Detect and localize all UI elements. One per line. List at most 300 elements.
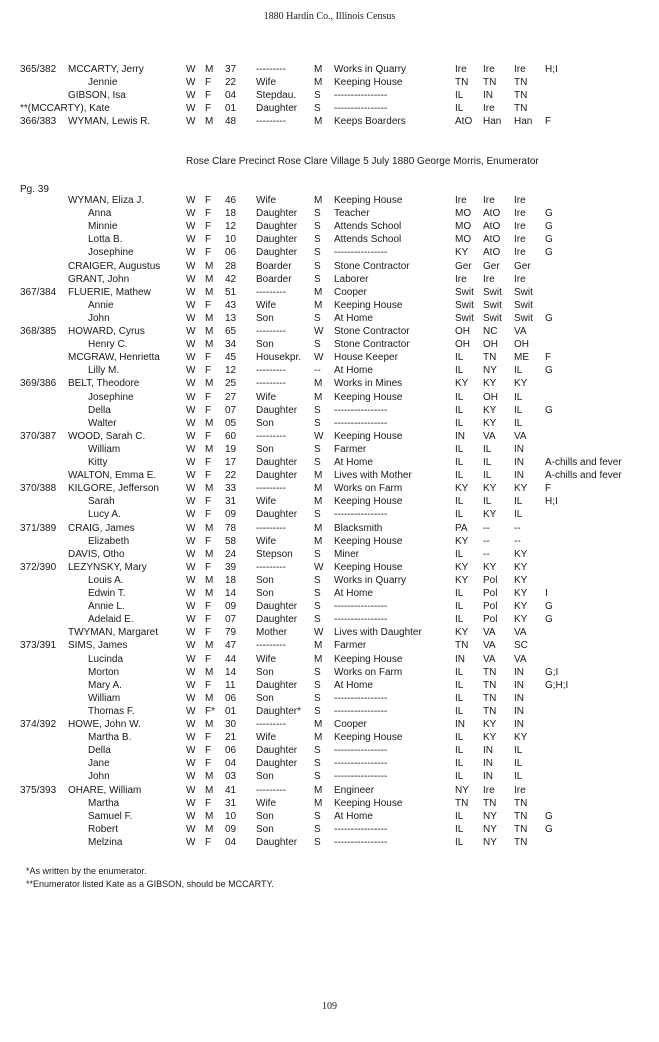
cell-name: Jennie (88, 77, 118, 89)
cell-fbp: NC (483, 326, 498, 337)
cell-sex: M (205, 588, 214, 599)
cell-fbp: VA (483, 430, 496, 442)
cell-occ: At Home (334, 365, 373, 377)
cell-occ: Blacksmith (334, 522, 383, 534)
cell-sex: F* (205, 705, 215, 717)
cell-mbp: IL (514, 417, 523, 429)
cell-mar: S (314, 548, 321, 560)
census-row (0, 76, 659, 89)
cell-occ: Cooper (334, 719, 367, 730)
cell-age: 06 (225, 247, 237, 259)
cell-mar: S (314, 614, 321, 626)
cell-race: W (186, 732, 196, 744)
cell-fbp: -- (483, 522, 490, 534)
cell-mbp: VA (514, 326, 527, 337)
cell-sex: M (205, 784, 214, 796)
cell-bp: IL (455, 614, 464, 626)
cell-name: Adelaid E. (88, 614, 134, 626)
cell-rel: --------- (256, 640, 286, 652)
cell-age: 18 (225, 208, 237, 220)
census-row (0, 731, 659, 744)
cell-mar: W (314, 326, 324, 337)
census-row (0, 535, 659, 548)
cell-race: W (186, 719, 196, 730)
cell-rel: Son (256, 692, 274, 704)
cell-sex: F (205, 430, 212, 442)
cell-mar: M (314, 719, 323, 730)
cell-fbp: TN (483, 797, 497, 809)
cell-age: 22 (225, 77, 237, 89)
cell-mar: M (314, 784, 323, 796)
cell-race: W (186, 299, 196, 311)
cell-bp: IL (455, 601, 464, 613)
cell-age: 31 (225, 797, 237, 809)
cell-race: W (186, 588, 196, 599)
cell-sex: M (205, 692, 214, 704)
cell-bp: Swit (455, 299, 474, 311)
cell-occ: Keeping House (334, 561, 403, 573)
cell-bp: Swit (455, 312, 474, 324)
cell-occ: ---------------- (334, 614, 388, 626)
cell-name: WOOD, Sarah C. (68, 430, 146, 442)
cell-name: SIMS, James (68, 640, 128, 652)
cell-age: 47 (225, 640, 237, 652)
cell-mbp: IN (514, 692, 524, 704)
cell-name: Walter (88, 417, 117, 429)
cell-mar: S (314, 208, 321, 220)
cell-mbp: TN (514, 810, 528, 822)
cell-age: 10 (225, 234, 237, 246)
cell-mar: M (314, 391, 323, 403)
cell-age: 48 (225, 116, 237, 128)
cell-bp: IL (455, 103, 464, 115)
cell-rel: Son (256, 443, 274, 455)
census-row (0, 89, 659, 102)
cell-fbp: KY (483, 719, 497, 730)
cell-age: 65 (225, 326, 237, 337)
cell-mbp: TN (514, 836, 528, 848)
cell-rel: --------- (256, 561, 286, 573)
cell-mar: M (314, 483, 323, 495)
cell-mar: W (314, 352, 324, 364)
cell-race: W (186, 195, 196, 206)
cell-fbp: KY (483, 417, 497, 429)
cell-sex: F (205, 614, 212, 626)
cell-note: F (545, 352, 552, 364)
cell-rel: Daughter (256, 601, 298, 613)
cell-race: W (186, 77, 196, 89)
cell-race: W (186, 797, 196, 809)
cell-note: F (545, 483, 552, 495)
cell-occ: Works on Farm (334, 483, 403, 495)
cell-rel: --------- (256, 326, 286, 337)
cell-mar: M (314, 535, 323, 547)
cell-name: Samuel F. (88, 810, 133, 822)
cell-mbp: KY (514, 548, 528, 560)
cell-mar: M (314, 732, 323, 744)
cell-name: LEZYNSKY, Mary (68, 561, 147, 573)
cell-sex: F (205, 299, 212, 311)
cell-bp: IL (455, 404, 464, 416)
cell-age: 45 (225, 352, 237, 364)
cell-sex: M (205, 116, 214, 128)
cell-bp: Ire (455, 273, 467, 285)
cell-bp: IL (455, 391, 464, 403)
cell-bp: OH (455, 326, 470, 337)
cell-age: 42 (225, 273, 237, 285)
cell-race: W (186, 103, 196, 115)
cell-mar: M (314, 64, 323, 75)
cell-note: H;I (545, 64, 558, 75)
cell-occ: Keeping House (334, 430, 403, 442)
cell-mar: S (314, 823, 321, 835)
cell-fbp: Swit (483, 299, 502, 311)
cell-bp: IL (455, 365, 464, 377)
cell-mar: S (314, 745, 321, 757)
cell-age: 22 (225, 470, 237, 482)
cell-rel: Daughter (256, 758, 298, 770)
cell-race: W (186, 312, 196, 324)
cell-dw: 365/382 (20, 64, 57, 75)
cell-sex: M (205, 823, 214, 835)
cell-mbp: KY (514, 614, 528, 626)
census-row (0, 404, 659, 417)
cell-race: W (186, 653, 196, 665)
cell-bp: IL (455, 836, 464, 848)
cell-name: Minnie (88, 221, 118, 233)
census-row (0, 744, 659, 757)
cell-bp: IL (455, 352, 464, 364)
census-row (0, 561, 659, 574)
cell-name: GRANT, John (68, 273, 130, 285)
cell-dw: **(MCCARTY), Kate (20, 103, 110, 115)
census-row (0, 351, 659, 364)
cell-rel: Daughter (256, 470, 298, 482)
cell-occ: At Home (334, 588, 373, 599)
cell-note: G (545, 823, 553, 835)
cell-fbp: KY (483, 404, 497, 416)
cell-age: 01 (225, 103, 237, 115)
cell-name: Josephine (88, 391, 134, 403)
cell-name: FLUERIE, Mathew (68, 286, 151, 298)
cell-race: W (186, 286, 196, 298)
cell-age: 04 (225, 90, 237, 102)
cell-age: 25 (225, 378, 237, 390)
cell-name: Kitty (88, 457, 108, 468)
cell-rel: Daughter (256, 457, 298, 468)
cell-sex: M (205, 312, 214, 324)
cell-occ: ---------------- (334, 771, 388, 783)
cell-race: W (186, 627, 196, 639)
cell-name: Lucinda (88, 653, 124, 665)
census-row (0, 194, 659, 207)
census-row (0, 495, 659, 508)
cell-name: William (88, 443, 121, 455)
cell-mbp: TN (514, 90, 528, 102)
cell-name: Robert (88, 823, 119, 835)
cell-mar: M (314, 640, 323, 652)
cell-name: Sarah (88, 496, 115, 508)
cell-mar: S (314, 221, 321, 233)
cell-bp: KY (455, 627, 469, 639)
cell-rel: Son (256, 810, 274, 822)
cell-bp: Ire (455, 195, 467, 206)
cell-bp: IL (455, 745, 464, 757)
cell-sex: M (205, 286, 214, 298)
census-row (0, 823, 659, 836)
cell-age: 10 (225, 810, 237, 822)
census-row (0, 600, 659, 613)
cell-name: Martha (88, 797, 120, 809)
cell-mar: S (314, 90, 321, 102)
cell-mbp: KY (514, 732, 528, 744)
cell-mbp: IL (514, 404, 523, 416)
cell-rel: Daughter (256, 679, 298, 691)
census-row (0, 260, 659, 273)
cell-mbp: Swit (514, 299, 533, 311)
cell-rel: Daughter (256, 836, 298, 848)
cell-bp: Ire (455, 64, 467, 75)
cell-sex: F (205, 365, 212, 377)
cell-mar: M (314, 299, 323, 311)
cell-rel: Daughter (256, 103, 298, 115)
census-row (0, 233, 659, 246)
cell-sex: F (205, 470, 212, 482)
cell-mar: W (314, 627, 324, 639)
cell-rel: Son (256, 588, 274, 599)
cell-age: 01 (225, 705, 237, 717)
cell-occ: Keeping House (334, 535, 403, 547)
cell-bp: OH (455, 339, 470, 351)
cell-race: W (186, 457, 196, 468)
cell-mar: S (314, 588, 321, 599)
cell-occ: ---------------- (334, 247, 388, 259)
cell-race: W (186, 116, 196, 128)
cell-note: G;I (545, 666, 559, 678)
cell-sex: M (205, 260, 214, 272)
cell-mbp: Ire (514, 784, 526, 796)
cell-occ: Works in Quarry (334, 64, 407, 75)
cell-bp: IL (455, 548, 464, 560)
census-row (0, 312, 659, 325)
census-row (0, 456, 659, 469)
cell-name: Jane (88, 758, 110, 770)
cell-fbp: KY (483, 561, 497, 573)
cell-sex: F (205, 732, 212, 744)
cell-bp: TN (455, 797, 469, 809)
cell-sex: F (205, 627, 212, 639)
cell-name: Anna (88, 208, 112, 220)
census-row (0, 718, 659, 731)
cell-fbp: AtO (483, 247, 501, 259)
cell-mar: S (314, 457, 321, 468)
cell-rel: --------- (256, 365, 286, 377)
cell-dw: 371/389 (20, 522, 57, 534)
cell-mar: M (314, 470, 323, 482)
cell-sex: M (205, 574, 214, 586)
cell-age: 06 (225, 692, 237, 704)
cell-fbp: VA (483, 627, 496, 639)
cell-mar: -- (314, 365, 321, 377)
cell-note: G (545, 234, 553, 246)
cell-fbp: IN (483, 771, 493, 783)
cell-mar: S (314, 692, 321, 704)
cell-rel: Stepdau. (256, 90, 297, 102)
cell-dw: 367/384 (20, 286, 57, 298)
cell-name: Morton (88, 666, 120, 678)
cell-race: W (186, 417, 196, 429)
census-row (0, 639, 659, 652)
cell-occ: ---------------- (334, 601, 388, 613)
cell-bp: IN (455, 430, 465, 442)
cell-race: W (186, 679, 196, 691)
cell-mar: S (314, 247, 321, 259)
cell-occ: Works in Mines (334, 378, 403, 390)
cell-mbp: KY (514, 588, 528, 599)
cell-fbp: Pol (483, 588, 498, 599)
cell-race: W (186, 339, 196, 351)
cell-mar: S (314, 574, 321, 586)
cell-occ: Stone Contractor (334, 326, 410, 337)
cell-race: W (186, 352, 196, 364)
cell-dw: 366/383 (20, 116, 57, 128)
cell-occ: Keeping House (334, 195, 403, 206)
cell-mbp: OH (514, 339, 529, 351)
cell-name: Della (88, 745, 111, 757)
cell-bp: KY (455, 574, 469, 586)
cell-sex: M (205, 548, 214, 560)
cell-mbp: TN (514, 103, 528, 115)
cell-mar: S (314, 509, 321, 521)
census-row (0, 522, 659, 535)
cell-race: W (186, 470, 196, 482)
cell-mar: M (314, 286, 323, 298)
census-row (0, 115, 659, 128)
cell-sex: M (205, 483, 214, 495)
cell-mar: S (314, 339, 321, 351)
cell-bp: KY (455, 561, 469, 573)
cell-occ: ---------------- (334, 404, 388, 416)
cell-sex: M (205, 378, 214, 390)
cell-occ: Keeps Boarders (334, 116, 406, 128)
cell-fbp: AtO (483, 234, 501, 246)
cell-mbp: IN (514, 470, 524, 482)
cell-occ: ---------------- (334, 836, 388, 848)
cell-name: Lilly M. (88, 365, 120, 377)
cell-name: OHARE, William (68, 784, 142, 796)
cell-mbp: SC (514, 640, 528, 652)
cell-mbp: IL (514, 365, 523, 377)
cell-fbp: -- (483, 535, 490, 547)
cell-sex: F (205, 103, 212, 115)
cell-name: TWYMAN, Margaret (68, 627, 159, 639)
cell-race: W (186, 548, 196, 560)
census-row (0, 692, 659, 705)
cell-race: W (186, 221, 196, 233)
cell-fbp: IL (483, 457, 492, 468)
cell-sex: F (205, 221, 212, 233)
cell-rel: Mother (256, 627, 288, 639)
cell-occ: Engineer (334, 784, 375, 796)
cell-occ: ---------------- (334, 758, 388, 770)
cell-occ: ---------------- (334, 692, 388, 704)
cell-age: 12 (225, 365, 237, 377)
cell-sex: M (205, 810, 214, 822)
cell-mbp: Ire (514, 234, 526, 246)
cell-occ: ---------------- (334, 705, 388, 717)
cell-bp: Ger (455, 260, 472, 272)
cell-rel: Boarder (256, 260, 292, 272)
cell-sex: F (205, 208, 212, 220)
cell-mar: M (314, 195, 323, 206)
cell-mar: S (314, 103, 321, 115)
cell-mbp: IN (514, 679, 524, 691)
cell-rel: Daughter (256, 509, 298, 521)
cell-fbp: Pol (483, 574, 498, 586)
census-row (0, 207, 659, 220)
cell-fbp: Pol (483, 601, 498, 613)
footnote-1: *As written by the enumerator. (26, 866, 147, 876)
cell-mbp: Ire (514, 208, 526, 220)
census-row (0, 469, 659, 482)
cell-mbp: TN (514, 823, 528, 835)
cell-fbp: Swit (483, 286, 502, 298)
cell-sex: F (205, 653, 212, 665)
cell-occ: Keeping House (334, 653, 403, 665)
census-row (0, 679, 659, 692)
cell-mbp: IN (514, 457, 524, 468)
cell-occ: At Home (334, 312, 373, 324)
cell-sex: F (205, 352, 212, 364)
cell-rel: --------- (256, 483, 286, 495)
cell-race: W (186, 496, 196, 508)
cell-age: 78 (225, 522, 237, 534)
cell-race: W (186, 430, 196, 442)
cell-fbp: OH (483, 391, 498, 403)
cell-fbp: TN (483, 77, 497, 89)
cell-race: W (186, 247, 196, 259)
cell-occ: Keeping House (334, 299, 403, 311)
cell-age: 43 (225, 299, 237, 311)
cell-bp: IL (455, 758, 464, 770)
cell-fbp: IN (483, 758, 493, 770)
cell-sex: M (205, 443, 214, 455)
cell-name: Martha B. (88, 732, 132, 744)
cell-note: G (545, 614, 553, 626)
cell-fbp: NY (483, 810, 497, 822)
cell-race: W (186, 561, 196, 573)
cell-bp: MO (455, 234, 472, 246)
cell-fbp: Ger (483, 260, 500, 272)
cell-note: G;H;I (545, 679, 569, 691)
cell-dw: 374/392 (20, 719, 57, 730)
cell-fbp: IN (483, 90, 493, 102)
census-row (0, 364, 659, 377)
cell-name: Thomas F. (88, 705, 135, 717)
cell-age: 79 (225, 627, 237, 639)
cell-sex: F (205, 404, 212, 416)
cell-mbp: IL (514, 391, 523, 403)
cell-name: Henry C. (88, 339, 128, 351)
cell-sex: F (205, 797, 212, 809)
cell-age: 19 (225, 443, 237, 455)
cell-fbp: TN (483, 666, 497, 678)
cell-mar: S (314, 234, 321, 246)
cell-bp: KY (455, 483, 469, 495)
cell-name: John (88, 771, 110, 783)
census-row (0, 377, 659, 390)
cell-age: 44 (225, 653, 237, 665)
